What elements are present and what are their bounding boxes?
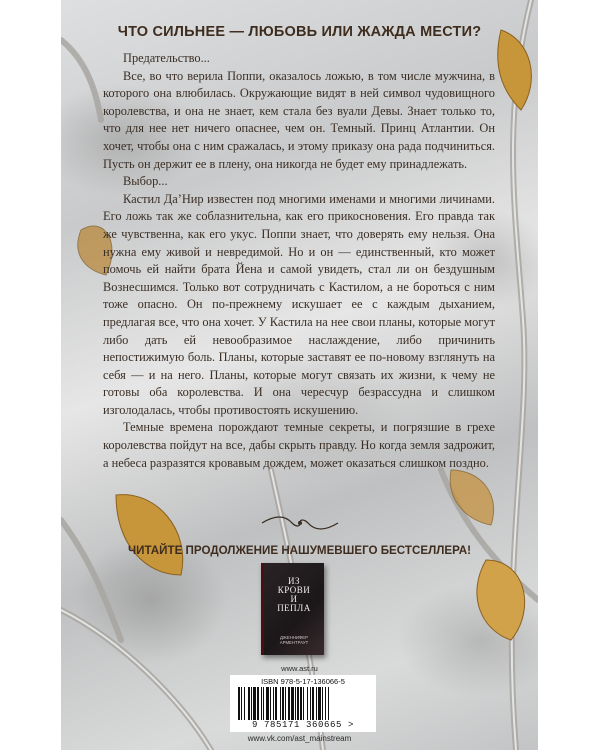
synopsis-paragraph: Темные времена порождают темные секреты, и погрязшие в грехе королевства пойдут на все, дабы скрыть правду. Но когда земля задрожит, а небеса разразятся кровавым дождем, может оказаться слишком поздно. [103,420,495,470]
back-cover [61,0,538,750]
synopsis-paragraph: Все, во что верила Поппи, оказалось ложью, в том числе мужчина, в которого она влюбилась. Окружающие видят в ней символ чудовищного королевства, и она не знает, кем стала без вуали Девы. Знает только то, что для нее нет ничего опаснее, чем он. Темный. Принц Атлантии. Он хочет, чтобы она с ним сражалась, и этому приказу она рада подчиниться. Пусть он держит ее в плену, она никогда не будет ему принадлежать. [103,68,495,171]
book-title-line: КРОВИ [277,585,311,595]
leaf-mid-right-icon [450,470,493,525]
synopsis-paragraph: Кастил Да’Нир известен под многими именами и многими личинами. Его ложь так же соблазнительна, как его прикосновения. Его правда так же чувственна, как его укус. Поппи знает, что доверять ему нельзя. Она нужна ему живой и невредимой. Но и он — единственный, кто может помочь ей найти брата Йена и самой увидеть, стал ли он бездушным Вознесшимся. Только вот сотрудничать с Кастилом, а не бороться с ним тоже опасно. Он по-прежнему искушает ее с каждым дыханием, предлагая все, что она хочет. У Кастила на нее свои планы, которые могут либо дать ей невообразимое наслаждение, либо причинить непостижимую боль. Планы, которые заставят ее по-новому взглянуть на себя — и на него. Планы, которые могут связать их жизни, к чему не готовы оба королевства. И она чересчур безрассудна и слишком изголодалась, чтобы противостоять искушению. [103,191,495,417]
leaf-bottom-right-icon [477,560,525,640]
barcode-icon [236,687,370,720]
barcode-panel [230,675,376,732]
social-link: www.vk.com/ast_mainstream [247,734,352,743]
book-title-line: ПЕПЛА [277,603,311,613]
leaf-top-right-icon [498,30,532,110]
leaf-bottom-left-icon [116,495,183,575]
book-title [266,577,322,613]
isbn-text: ISBN 978-5-17-136066-5 [261,677,345,686]
read-sequel-callout: ЧИТАЙТЕ ПРОДОЛЖЕНИЕ НАШУМЕВШЕГО БЕСТСЕЛЛЕРА! [127,544,472,557]
book-title-line: И [290,594,298,604]
synopsis-paragraph: Выбор... [123,174,168,189]
headline: ЧТО СИЛЬНЕЕ — ЛЮБОВЬ ИЛИ ЖАЖДА МЕСТИ? [117,24,482,40]
book-author: ДЖЕННИФЕР АРМЕНТРАУТ [279,635,309,645]
book-title-line: ИЗ [287,576,300,586]
book-cover-thumbnail [261,563,324,655]
synopsis [103,50,495,472]
flourish-divider-icon [260,511,340,535]
synopsis-paragraph: Предательство... [123,51,210,65]
publisher-website: www.ast.ru [281,664,318,673]
barcode-number: 9 785171 360665 > [251,720,354,730]
